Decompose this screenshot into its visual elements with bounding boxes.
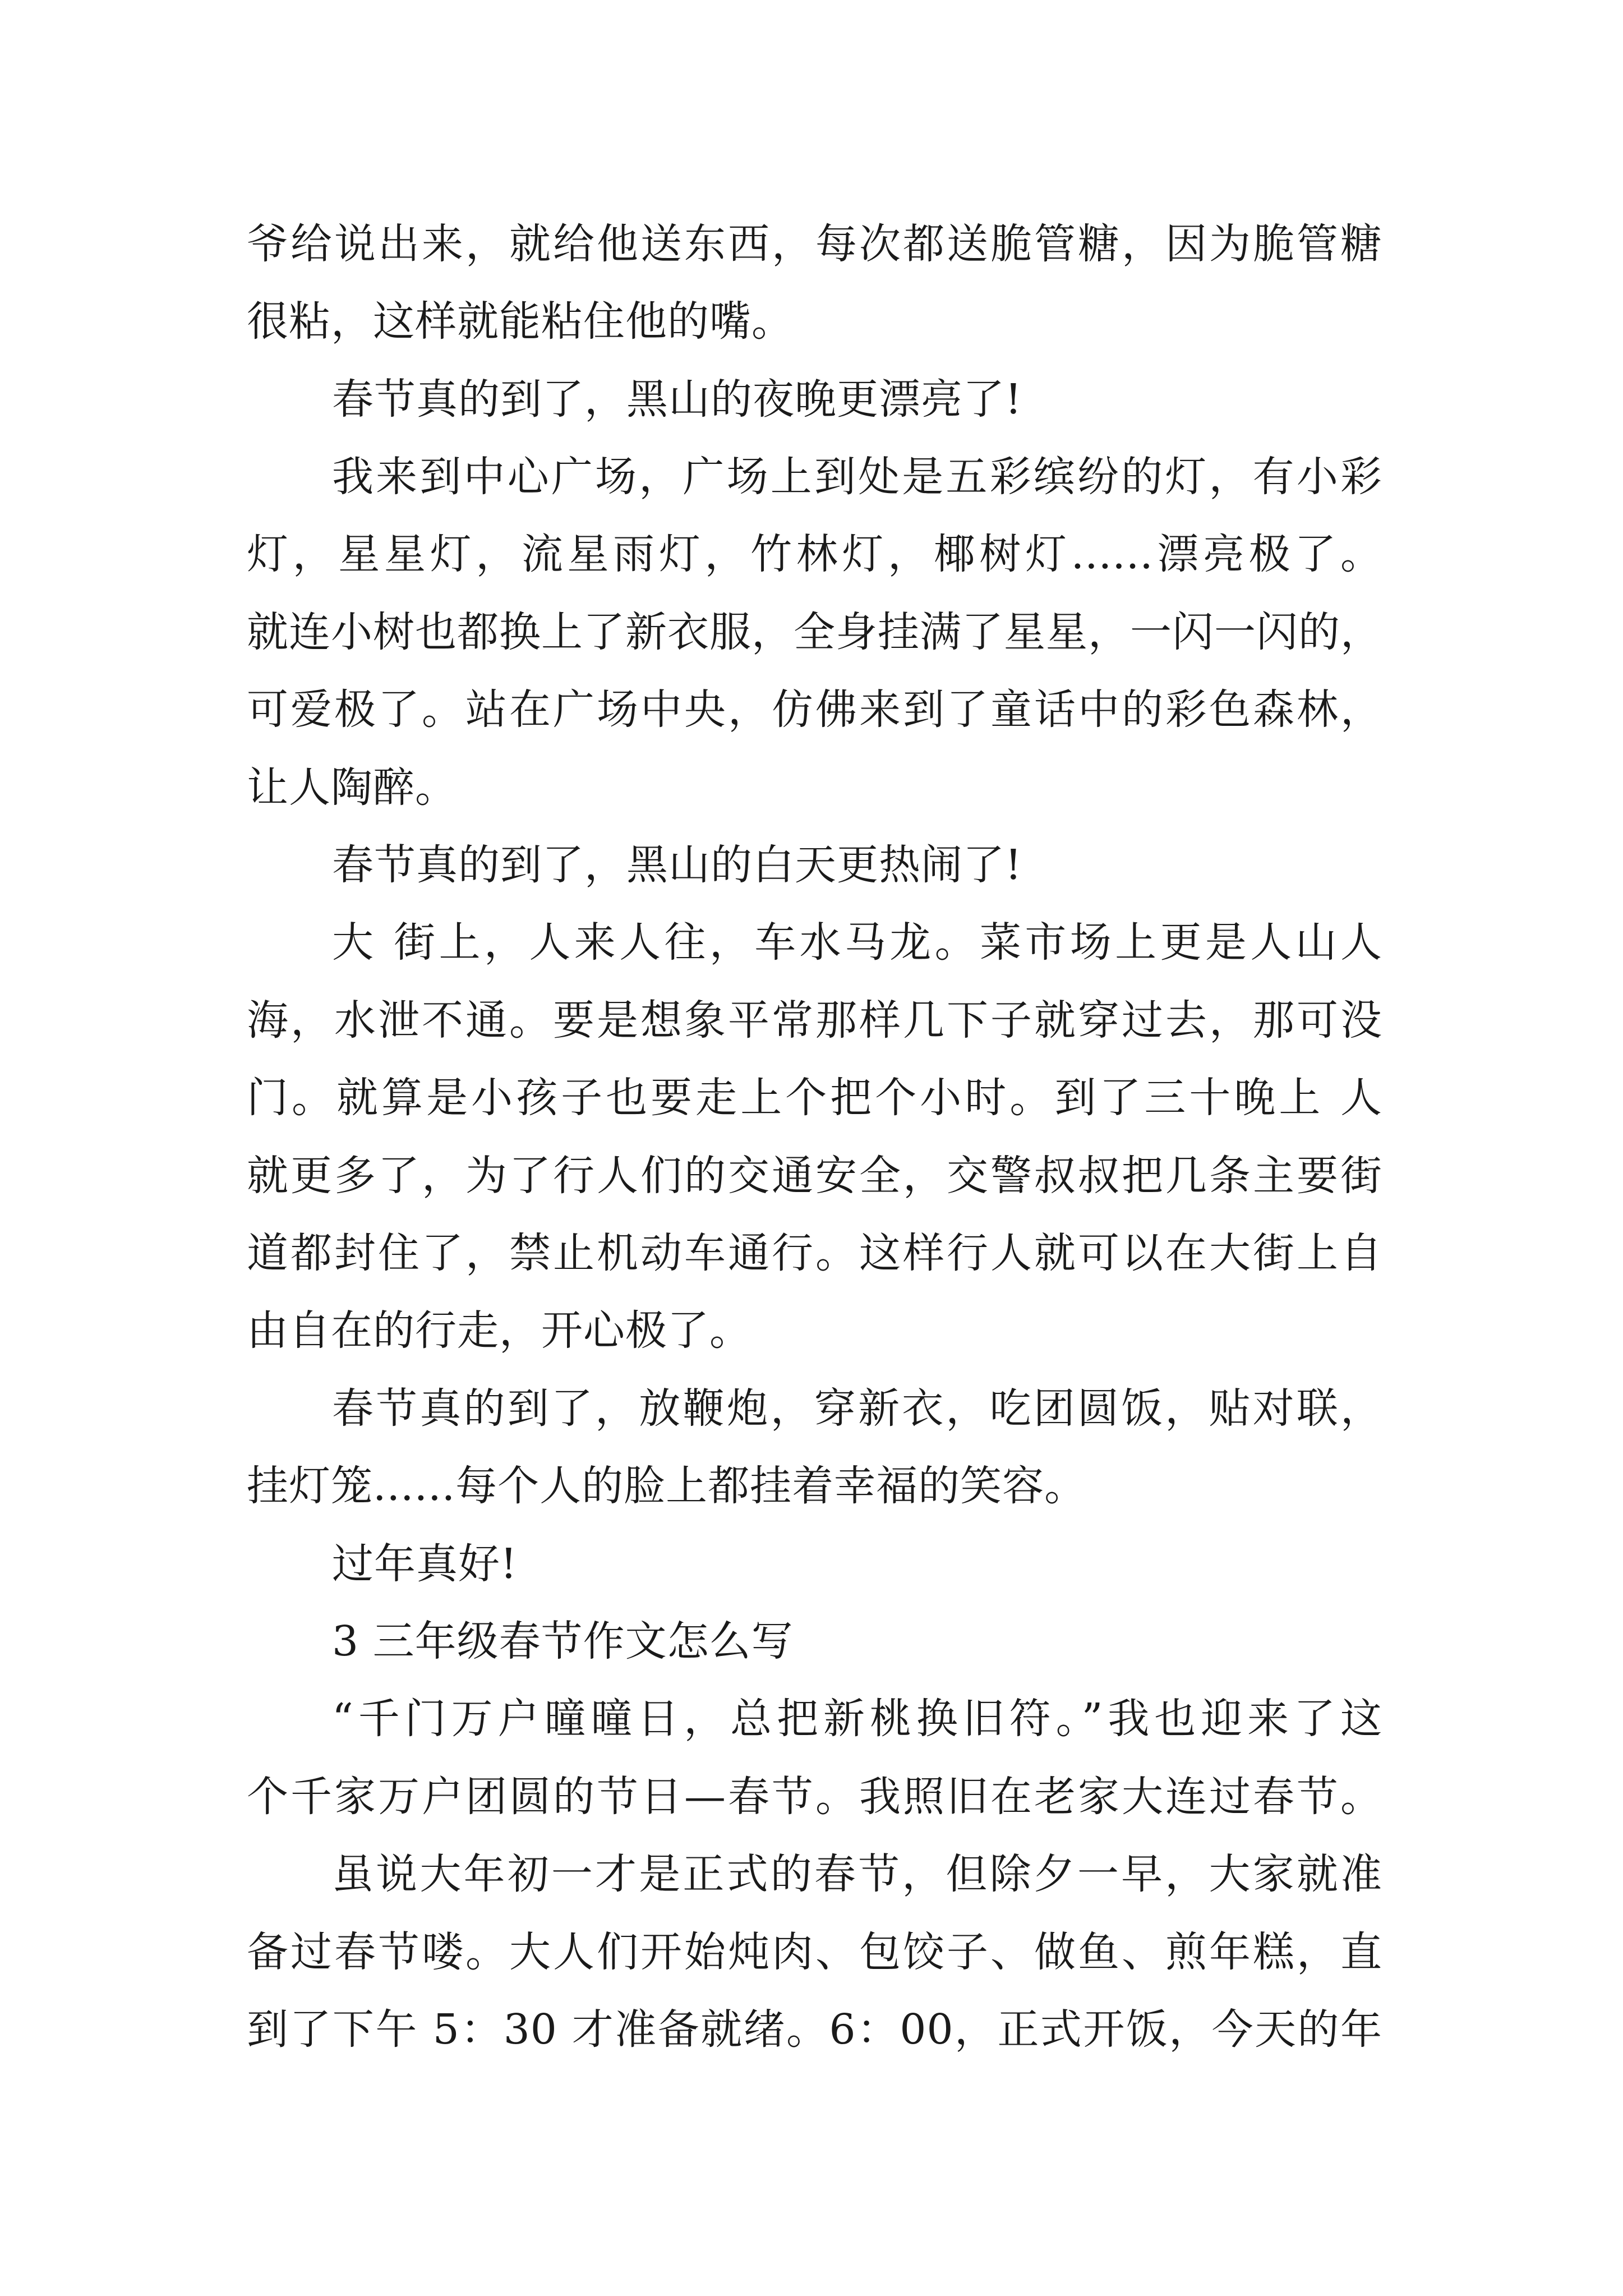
text-line: 海，水泄不通。要是想象平常那样几下子就穿过去，那可没: [247, 996, 1382, 1045]
text-line: 就更多了，为了行人们的交通安全，交警叔叔把几条主要街: [247, 1152, 1382, 1200]
text-line: 备过春节喽。大人们开始炖肉、包饺子、做鱼、煎年糕，直: [247, 1928, 1382, 1976]
text-line: “千门万户曈曈日，总把新桃换旧符。”我也迎来了这: [332, 1695, 1382, 1743]
text-line: 虽说大年初一才是正式的春节，但除夕一早，大家就准: [332, 1850, 1382, 1898]
text-line: 春节真的到了，黑山的白天更热闹了!: [332, 841, 1022, 889]
text-line: 门。就算是小孩子也要走上个把个小时。到了三十晚上 人: [247, 1074, 1382, 1122]
text-line: 个千家万户团圆的节日—春节。我照旧在老家大连过春节。: [247, 1773, 1382, 1821]
text-line: 春节真的到了，黑山的夜晚更漂亮了!: [332, 375, 1022, 424]
text-line: 大 街上，人来人往，车水马龙。菜市场上更是人山人: [332, 918, 1382, 967]
text-line: 春节真的到了，放鞭炮，穿新衣，吃团圆饭，贴对联，: [332, 1384, 1382, 1433]
text-line: 道都封住了，禁止机动车通行。这样行人就可以在大街上自: [247, 1229, 1382, 1277]
text-line: 灯，星星灯，流星雨灯，竹林灯，椰树灯......漂亮极了。: [247, 530, 1382, 578]
text-line: 挂灯笼......每个人的脸上都挂着幸福的笑容。: [247, 1462, 1087, 1510]
text-line: 到了下午 5：30 才准备就绪。6：00，正式开饭，今天的年: [247, 2005, 1382, 2054]
text-line: 过年真好!: [332, 1540, 518, 1588]
text-line: 我来到中心广场，广场上到处是五彩缤纷的灯，有小彩: [332, 453, 1382, 501]
text-line: 让人陶醉。: [247, 763, 457, 812]
text-line: 由自在的行走，开心极了。: [247, 1306, 751, 1355]
text-line: 很粘，这样就能粘住他的嘴。: [247, 297, 794, 346]
section-heading: 3 三年级春节作文怎么写: [332, 1617, 794, 1665]
text-line: 爷给说出来，就给他送东西，每次都送脆管糖，因为脆管糖: [247, 220, 1382, 268]
text-line: 可爱极了。站在广场中央，仿佛来到了童话中的彩色森林，: [247, 685, 1382, 734]
text-line: 就连小树也都换上了新衣服，全身挂满了星星，一闪一闪的，: [247, 608, 1382, 656]
